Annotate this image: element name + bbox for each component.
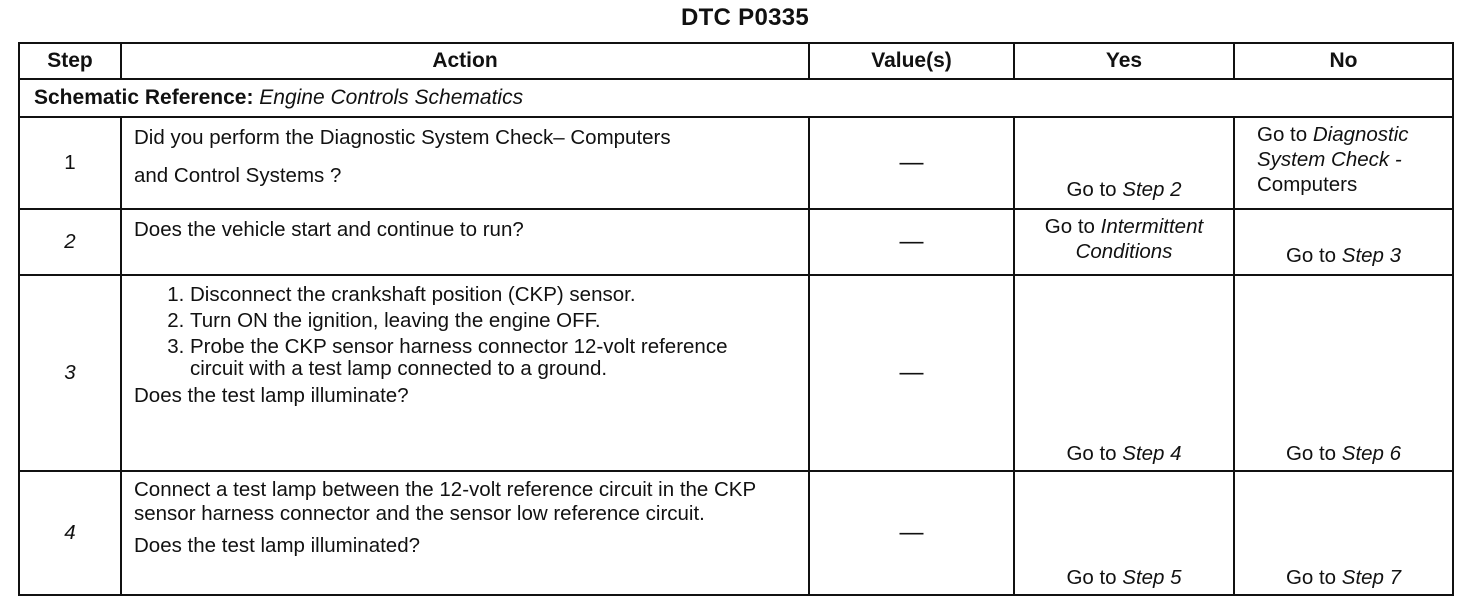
step-link[interactable]: Step 4 — [1122, 442, 1182, 465]
step-link[interactable]: Step 2 — [1122, 178, 1182, 201]
schematic-reference — [19, 79, 1453, 117]
list-item: 2. Turn ON the ignition, leaving the engine OFF. — [190, 310, 768, 332]
table-row — [19, 275, 1453, 471]
step-link[interactable]: Step 6 — [1341, 442, 1402, 465]
header-values: Value(s) — [809, 43, 1014, 79]
action-text: and Control Systems ? — [134, 164, 342, 187]
header-no: No — [1234, 43, 1453, 79]
list-item: 1. Disconnect the crankshaft position (CKP) sensor. — [190, 284, 768, 306]
step-number: 3 — [19, 275, 121, 471]
step-link[interactable]: Step 5 — [1122, 566, 1182, 589]
header-yes: Yes — [1014, 43, 1234, 79]
step-link[interactable]: Step 7 — [1341, 566, 1402, 589]
question-text: Does the test lamp illuminate? — [134, 384, 409, 407]
value-cell: — — [809, 209, 1014, 275]
header-step: Step — [19, 43, 121, 79]
step-number: 4 — [19, 471, 121, 595]
yes-cell: Go to Step 4 — [1014, 275, 1234, 471]
table-row — [19, 117, 1453, 209]
page-title: DTC P0335 — [680, 4, 810, 31]
intermittent-link[interactable]: Conditions — [1075, 240, 1173, 263]
action-text: Did you perform the Diagnostic System Check– Computers — [134, 126, 671, 149]
schematic-link[interactable]: Engine Controls Schematics — [259, 86, 524, 109]
action-cell — [121, 117, 809, 209]
yes-cell: Go to Intermittent Conditions — [1014, 209, 1234, 275]
no-cell: Go to Diagnostic System Check - Computers — [1234, 117, 1453, 209]
table-row — [19, 209, 1453, 275]
instruction-list — [134, 284, 768, 380]
step-number: 1 — [19, 117, 121, 209]
intermittent-link[interactable]: Intermittent — [1100, 215, 1204, 238]
schematic-row — [19, 79, 1453, 117]
yes-cell: Go to Step 2 — [1014, 117, 1234, 209]
question-text: Does the test lamp illuminated? — [134, 534, 421, 557]
action-text: Does the vehicle start and continue to run? — [121, 209, 809, 275]
action-cell — [121, 471, 809, 595]
header-row — [19, 43, 1453, 79]
yes-cell: Go to Step 5 — [1014, 471, 1234, 595]
diagnostic-table — [18, 42, 1454, 596]
value-cell: — — [809, 275, 1014, 471]
schematic-label: Schematic Reference: — [34, 86, 254, 109]
table-row — [19, 471, 1453, 595]
no-cell: Go to Step 3 — [1234, 209, 1453, 275]
action-cell — [121, 275, 809, 471]
no-cell: Go to Step 7 — [1234, 471, 1453, 595]
value-cell: — — [809, 471, 1014, 595]
no-cell: Go to Step 6 — [1234, 275, 1453, 471]
diagnostic-link[interactable]: System Check - — [1257, 148, 1402, 171]
step-number: 2 — [19, 209, 121, 275]
action-text: Connect a test lamp between the 12-volt reference circuit in the CKP sensor harness connector and the sensor low reference circuit. — [134, 478, 756, 525]
diagnostic-link[interactable]: Diagnostic — [1312, 123, 1409, 146]
list-item: 3. Probe the CKP sensor harness connector 12-volt reference circuit with a test lamp connected to a ground. — [190, 336, 768, 380]
header-action: Action — [121, 43, 809, 79]
step-link[interactable]: Step 3 — [1341, 244, 1402, 267]
value-cell: — — [809, 117, 1014, 209]
